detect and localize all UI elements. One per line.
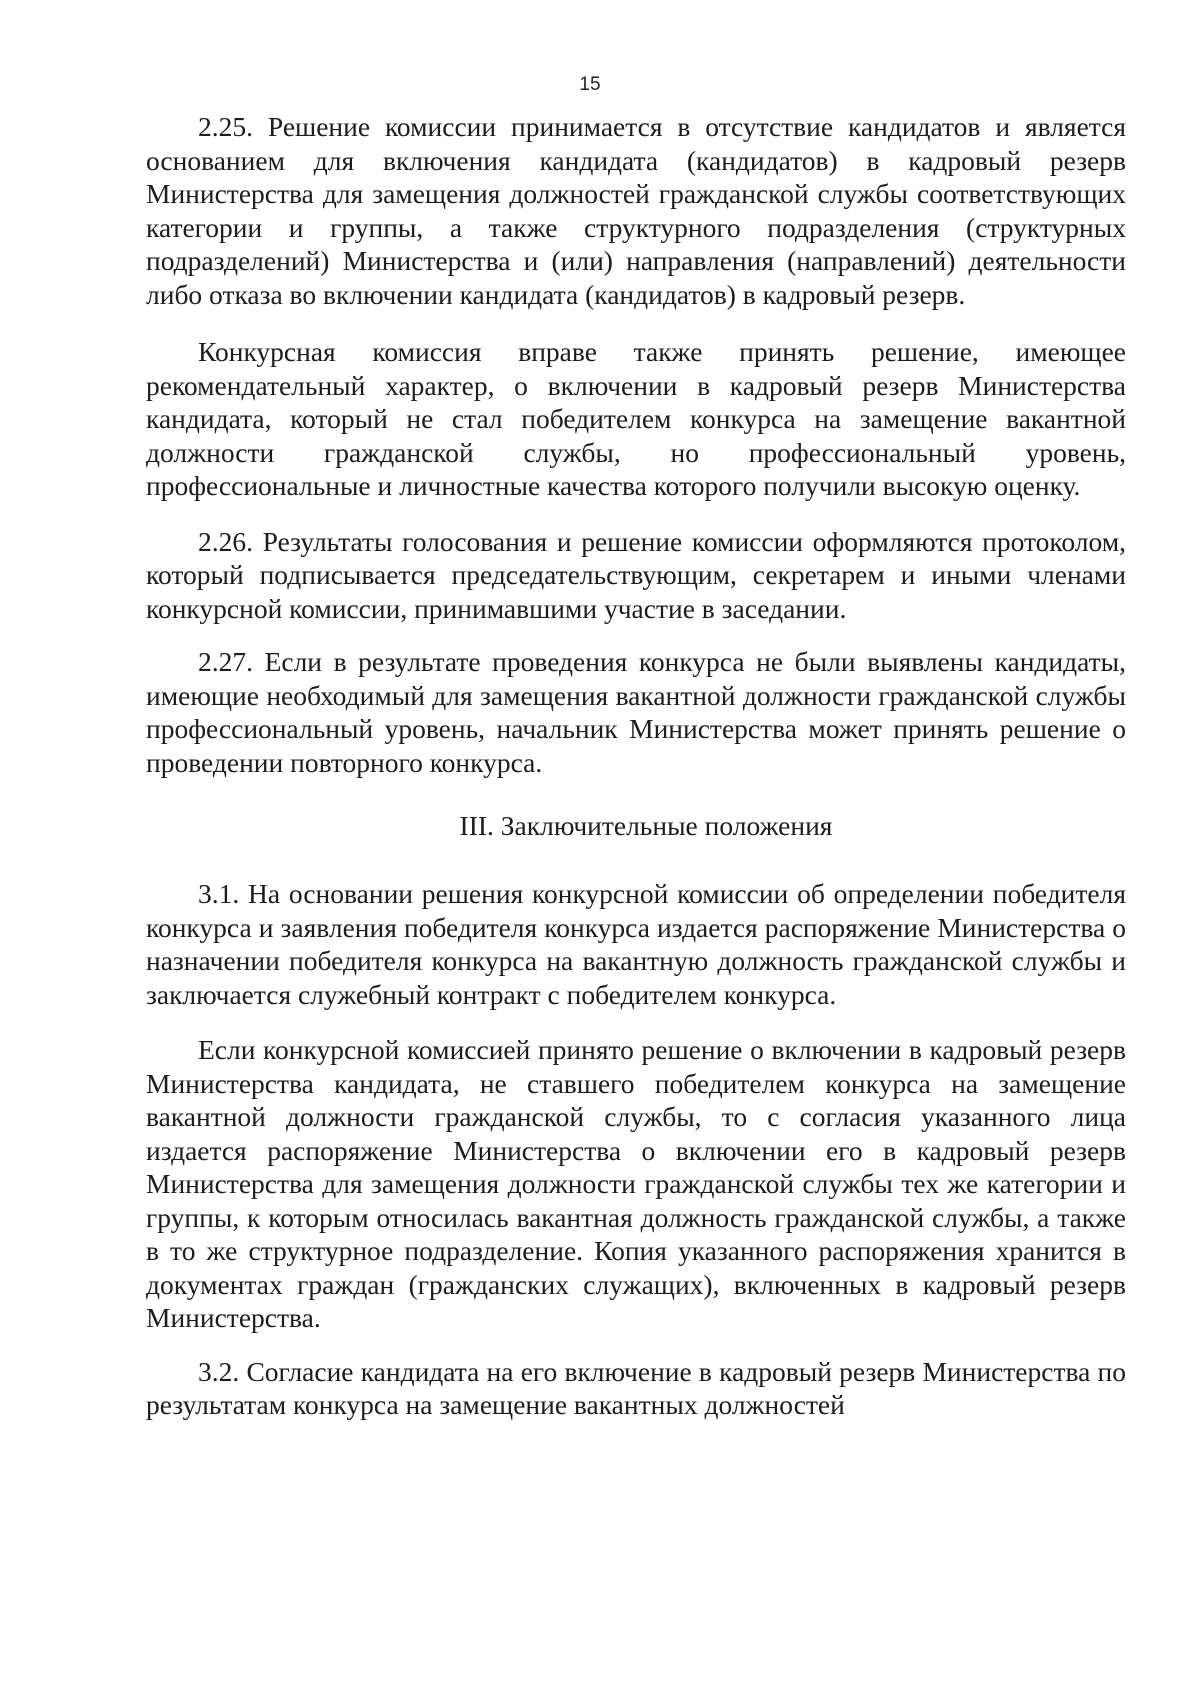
paragraph-competition-commission: Конкурсная комиссия вправе также принять решение, имеющее рекомендательный характер, о включении в кадровый резерв Министерства кандидата, который не стал победителем конкурса на замещение вакантной должности гражданской службы, но профессиональный уровень, профессиональные и личностные качества которого получили высокую оценку. bbox=[146, 336, 1126, 501]
paragraph-2-27: 2.27. Если в результате проведения конкурса не были выявлены кандидаты, имеющие необходимый для замещения вакантной должности гражданской службы профессиональный уровень, начальник Министерства может принять решение о проведении повторного конкурса. bbox=[146, 646, 1126, 778]
paragraph-3-2: 3.2. Согласие кандидата на его включение в кадровый резерв Министерства по результатам конкурса на замещение вакантных должностей bbox=[146, 1355, 1126, 1420]
paragraph-2-26: 2.26. Результаты голосования и решение комиссии оформляются протоколом, который подписывается председательствующим, секретарем и иными членами конкурсной комиссии, принимавшими участие в заседании. bbox=[146, 525, 1126, 624]
paragraph-3-1: 3.1. На основании решения конкурсной комиссии об определении победителя конкурса и заявления победителя конкурса издается распоряжение Министерства о назначении победителя конкурса на вакантную должность гражданской службы и заключается служебный контракт с победителем конкурса. bbox=[146, 878, 1126, 1010]
document-body bbox=[146, 110, 1126, 1440]
page-number: 15 bbox=[579, 74, 601, 95]
section-heading: III. Заключительные положения bbox=[459, 810, 833, 841]
paragraph-2-25: 2.25. Решение комиссии принимается в отсутствие кандидатов и является основанием для включения кандидата (кандидатов) в кадровый резерв Министерства для замещения должностей гражданской службы соответствующих категории и группы, а также структурного подразделения (структурных подразделений) Министерства и (или) направления (направлений) деятельности либо отказа во включении кандидата (кандидатов) в кадровый резерв. bbox=[146, 111, 1126, 310]
paragraph-reserve-inclusion: Если конкурсной комиссией принято решение о включении в кадровый резерв Министерства кандидата, не ставшего победителем конкурса на замещение вакантной должности гражданской службы, то с согласия указанного лица издается распоряжение Министерства о включении его в кадровый резерв Министерства для замещения должности гражданской службы тех же категории и группы, к которым относилась вакантная должность гражданской службы, а также в то же структурное подразделение. Копия указанного распоряжения хранится в документах граждан (гражданских служащих), включенных в кадровый резерв Министерства. bbox=[146, 1034, 1126, 1333]
